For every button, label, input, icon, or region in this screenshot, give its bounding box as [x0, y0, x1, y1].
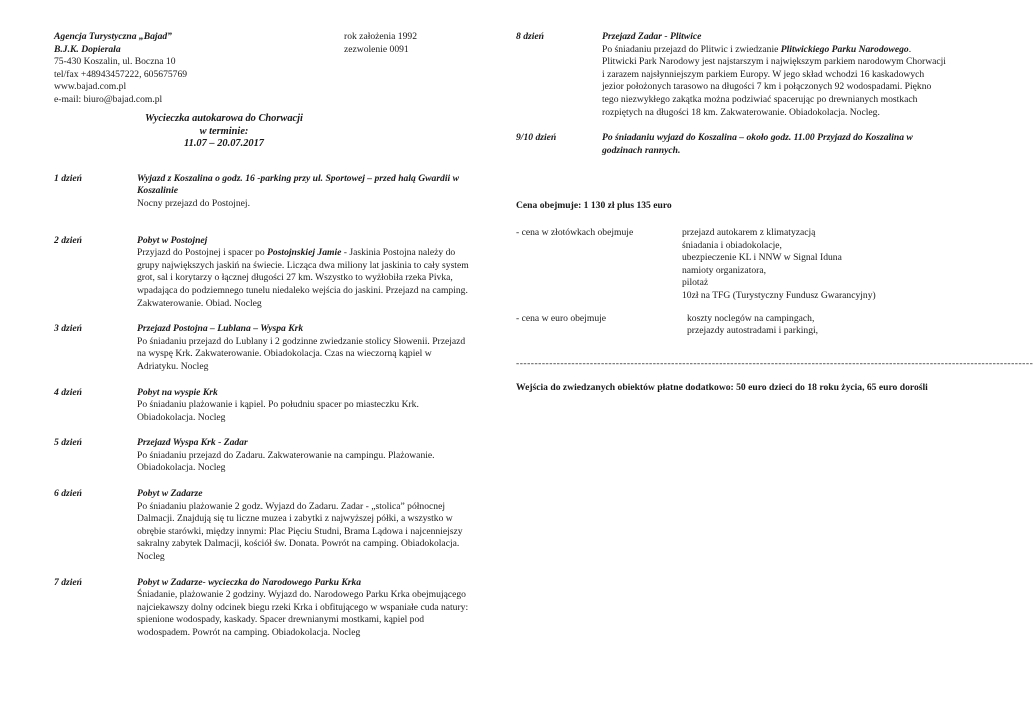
day-heading: Pobyt w Zadarze — [137, 488, 203, 500]
founded-year: rok założenia 1992 — [344, 31, 417, 42]
day-label: 9/10 dzień — [516, 132, 557, 144]
day-text-emphasis: Postojnskiej Jamie — [267, 247, 342, 259]
price-pln-item: 10zł na TFG (Turystyczny Fundusz Gwarancyjny) — [682, 289, 876, 301]
day-label: 3 dzień — [54, 323, 82, 335]
day-heading: Przejazd Zadar - Plitwice — [602, 31, 702, 42]
trip-title — [104, 113, 344, 151]
separator-line: -------------------------------------------------------------------------------------------------------------------------------------------- — [516, 357, 1033, 369]
day-6 — [54, 488, 474, 564]
day-text — [602, 44, 946, 120]
day-label: 1 dzień — [54, 172, 82, 184]
price-pln-item: przejazd autokarem z klimatyzacją — [682, 226, 816, 238]
day-heading: Wyjazd z Koszalina o godz. 16 -parking przy ul. Sportowej – przed halą Gwardii w Koszalinie — [137, 172, 459, 197]
extra-fees-note: Wejścia do zwiedzanych obiektów płatne dodatkowo: 50 euro dzieci do 18 roku życia, 65 euro dorośli — [516, 382, 928, 394]
agency-owner: B.J.K. Dopierala — [54, 43, 121, 55]
day-text: Po śniadaniu plażowanie 2 godz. Wyjazd do Zadaru. Zadar - „stolica” północnej Dalmacji. Znajdują się tu liczne muzea i zabytki z najwyższej półki, a wszystko w obrębie starówki, między innymi: Plac Pięciu Studni, Brama Lądowa i najcenniejszy sakralny zabytek Dalmacji, kościół św. Donata. Powrót na camping. Obiadokolacja. Nocleg — [137, 500, 463, 563]
price-pln-item: pilotaż — [682, 277, 709, 289]
agency-header — [54, 31, 474, 111]
day-4 — [54, 387, 474, 425]
day-text: Po śniadaniu przejazd do Lublany i 2 godzinne zwiedzanie stolicy Słowenii. Przejazd na wyspę Krk. Zakwaterowanie. Obiadokolacja. Czas na wieczorną kąpiel w Adriatyku. Nocleg — [137, 335, 466, 372]
day-text-part: - Jaskinia Postojna należy do grupy największych jaskiń na świecie. Licząca dwa miliony lat jaskinia to cały system grot, sal i korytarzy o łącznej długości 27 km. Wszystko to wyżłobiła rzeka Pivka, wpadająca do podziemnego tunelu niedaleko wejścia do jaskini. Przejazd na camping. Zakwaterowanie. Obiad. Nocleg — [137, 247, 469, 309]
agency-meta — [344, 31, 417, 56]
price-pln-item: ubezpieczenie KL i NNW w Signal Iduna — [682, 252, 842, 264]
price-heading: Cena obejmuje: 1 130 zł plus 135 euro — [516, 200, 672, 212]
trip-dates: 11.07 – 20.07.2017 — [184, 138, 264, 150]
price-eur — [516, 313, 946, 338]
day-label: 7 dzień — [54, 576, 82, 588]
day-text: Nocny przejazd do Postojnej. — [137, 197, 250, 209]
day-2 — [54, 235, 474, 311]
price-eur-label: - cena w euro obejmuje — [516, 312, 607, 324]
day-label: 5 dzień — [54, 437, 82, 449]
day-label: 8 dzień — [516, 31, 544, 42]
trip-title-line: w terminie: — [199, 125, 249, 137]
agency-email: e-mail: biuro@bajad.com.pl — [54, 93, 163, 105]
day-text-part: Po śniadaniu przejazd do Plitwic i zwiedzanie — [602, 43, 781, 55]
permit-number: zezwolenie 0091 — [344, 43, 409, 55]
agency-website: www.bajad.com.pl — [54, 81, 127, 93]
price-pln-label: - cena w złotówkach obejmuje — [516, 226, 634, 238]
agency-address — [54, 31, 187, 107]
day-8 — [516, 31, 946, 119]
day-text-part: Przyjazd do Postojnej i spacer po — [137, 247, 268, 259]
price-eur-items — [687, 313, 946, 338]
day-5 — [54, 437, 474, 475]
day-label: 6 dzień — [54, 488, 82, 500]
price-pln-item: namioty organizatora, — [682, 264, 767, 276]
day-heading: Pobyt na wyspie Krk — [137, 386, 218, 398]
day-text: Po śniadaniu przejazd do Zadaru. Zakwaterowanie na campingu. Plażowanie. Obiadokolacja. Nocleg — [137, 449, 435, 474]
day-heading: Pobyt w Zadarze- wycieczka do Narodowego Parku Krka — [137, 576, 362, 588]
agency-phone: tel/fax +48943457222, 605675769 — [54, 68, 188, 80]
right-column — [516, 31, 1033, 395]
day-text: Śniadanie, plażowanie 2 godziny. Wyjazd do. Narodowego Parku Krka obejmującego najciekawszy dolny odcinek biegu rzeki Krka i obfitującego w wspaniałe cuda natury: spienione wodospady, kaskady. Spacer drewnianymi mostkami, kąpiel pod wodospadem. Powrót na camping. Obiadokolacja. Nocleg — [137, 589, 469, 638]
trip-title-line: Wycieczka autokarowa do Chorwacji — [145, 113, 303, 124]
day-heading: Pobyt w Postojnej — [137, 234, 208, 246]
day-3 — [54, 323, 474, 373]
day-heading: Przejazd Postojna – Lublana – Wyspa Krk — [137, 323, 304, 335]
day-text-part: . Plitwicki Park Narodowy jest najstarszym i największym parkiem narodowym Chorwacji i zarazem najsłynniejszym parkiem Europy. W jego skład wchodzi 16 kaskadowych jezior położonych tarasowo na długości 7 km i połączonych 92 wodospadami. Piękno tego niezwykłego zakątka można podziwiać spacerując po drewnianych mostkach rozpiętych na długości 18 km. Zakwaterowanie. Obiadokolacja. Nocleg. — [602, 43, 946, 118]
day-heading: Przejazd Wyspa Krk - Zadar — [137, 437, 248, 449]
day-heading: Po śniadaniu wyjazd do Koszalina – około godz. 11.00 Przyjazd do Koszalina w godzinach rannych. — [602, 132, 913, 156]
day-text-emphasis: Plitwickiego Parku Narodowego — [780, 43, 909, 55]
agency-name: Agencja Turystyczna „Bajad” — [54, 31, 172, 42]
price-eur-item: koszty noclegów na campingach, — [687, 312, 815, 324]
price-pln-item: śniadania i obiadokolacje, — [682, 239, 782, 251]
day-label: 2 dzień — [54, 234, 82, 246]
day-text — [137, 247, 474, 310]
day-9-10 — [516, 132, 946, 157]
price-pln-items — [682, 227, 946, 303]
price-pln — [516, 227, 946, 303]
day-1 — [54, 173, 474, 211]
left-column — [54, 31, 474, 640]
day-7 — [54, 577, 474, 640]
day-text: Po śniadaniu plażowanie i kąpiel. Po południu spacer po miasteczku Krk. Obiadokolacja. Nocleg — [137, 399, 419, 423]
day-label: 4 dzień — [54, 386, 82, 398]
agency-street: 75-430 Koszalin, ul. Boczna 10 — [54, 56, 176, 68]
price-eur-item: przejazdy autostradami i parkingi, — [687, 325, 819, 337]
